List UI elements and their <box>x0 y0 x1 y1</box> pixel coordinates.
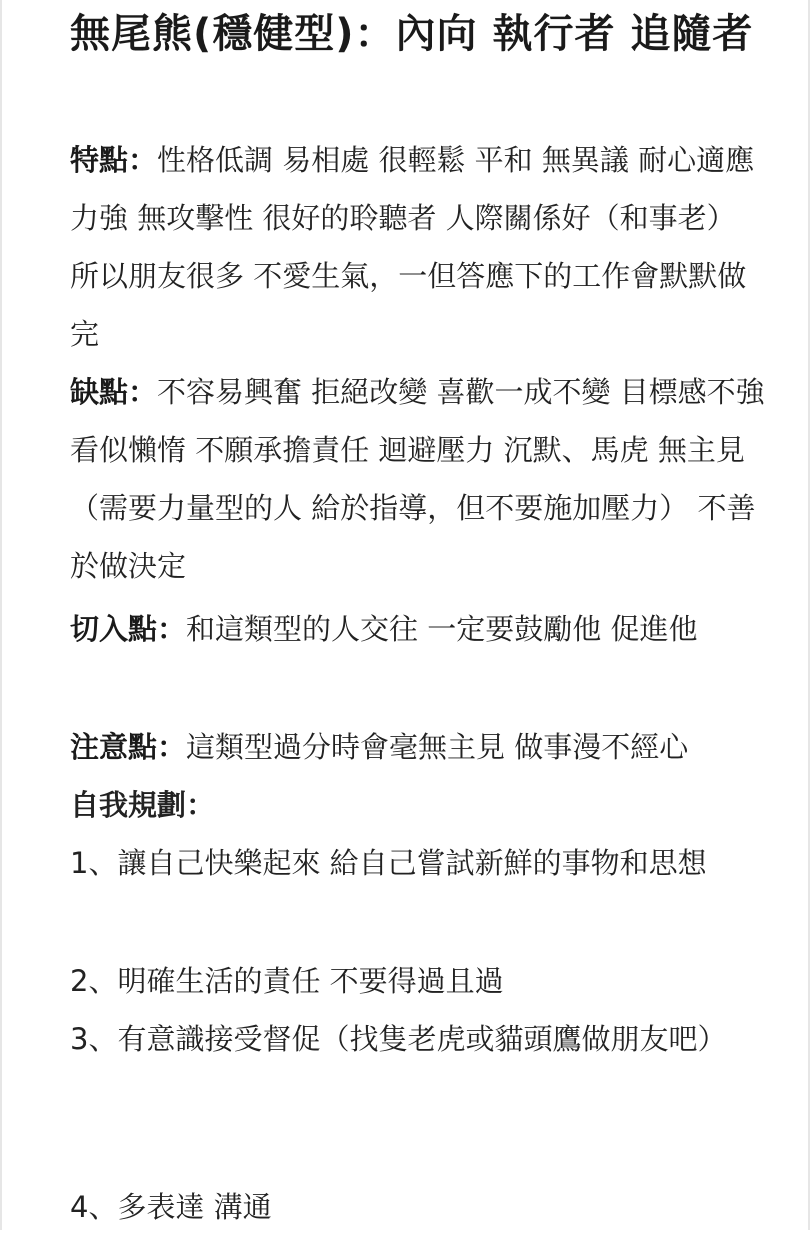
approach-text: 和這類型的人交往 一定要鼓勵他 促進他 <box>186 612 698 646</box>
caution-label: 注意點： <box>70 730 187 764</box>
plan-heading: 自我規劃： <box>70 788 216 822</box>
section-traits <box>70 131 770 363</box>
approach-label: 切入點： <box>70 612 187 646</box>
weaknesses-label: 缺點： <box>70 375 158 409</box>
caution-text: 這類型過分時會毫無主見 做事漫不經心 <box>186 730 689 764</box>
section-approach <box>70 600 770 658</box>
weaknesses-text: 不容易興奮 拒絕改變 喜歡一成不變 目標感不強 看似懶惰 不願承擔責任 迴避壓力 沉默、馬虎 無主見（需要力量型的人 給於指導，但不要施加壓力） 不善於做決定 <box>70 375 765 583</box>
plan-item-3: 3、有意識接受督促（找隻老虎或貓頭鷹做朋友吧） <box>70 1022 727 1056</box>
plan-item-2: 2、明確生活的責任 不要得過且過 <box>70 964 504 998</box>
traits-label: 特點： <box>70 143 158 177</box>
traits-text: 性格低調 易相處 很輕鬆 平和 無異議 耐心適應力強 無攻擊性 很好的聆聽者 人際關係好（和事老） 所以朋友很多 不愛生氣，一但答應下的工作會默默做完 <box>70 143 755 351</box>
section-weaknesses <box>70 363 770 595</box>
plan-item-4: 4、多表達 溝通 <box>70 1190 272 1224</box>
section-caution <box>70 718 770 776</box>
plan-item-1: 1、讓自己快樂起來 給自己嘗試新鮮的事物和思想 <box>70 846 707 880</box>
page-title: 無尾熊(穩健型)：內向 執行者 追隨者 <box>70 11 754 57</box>
